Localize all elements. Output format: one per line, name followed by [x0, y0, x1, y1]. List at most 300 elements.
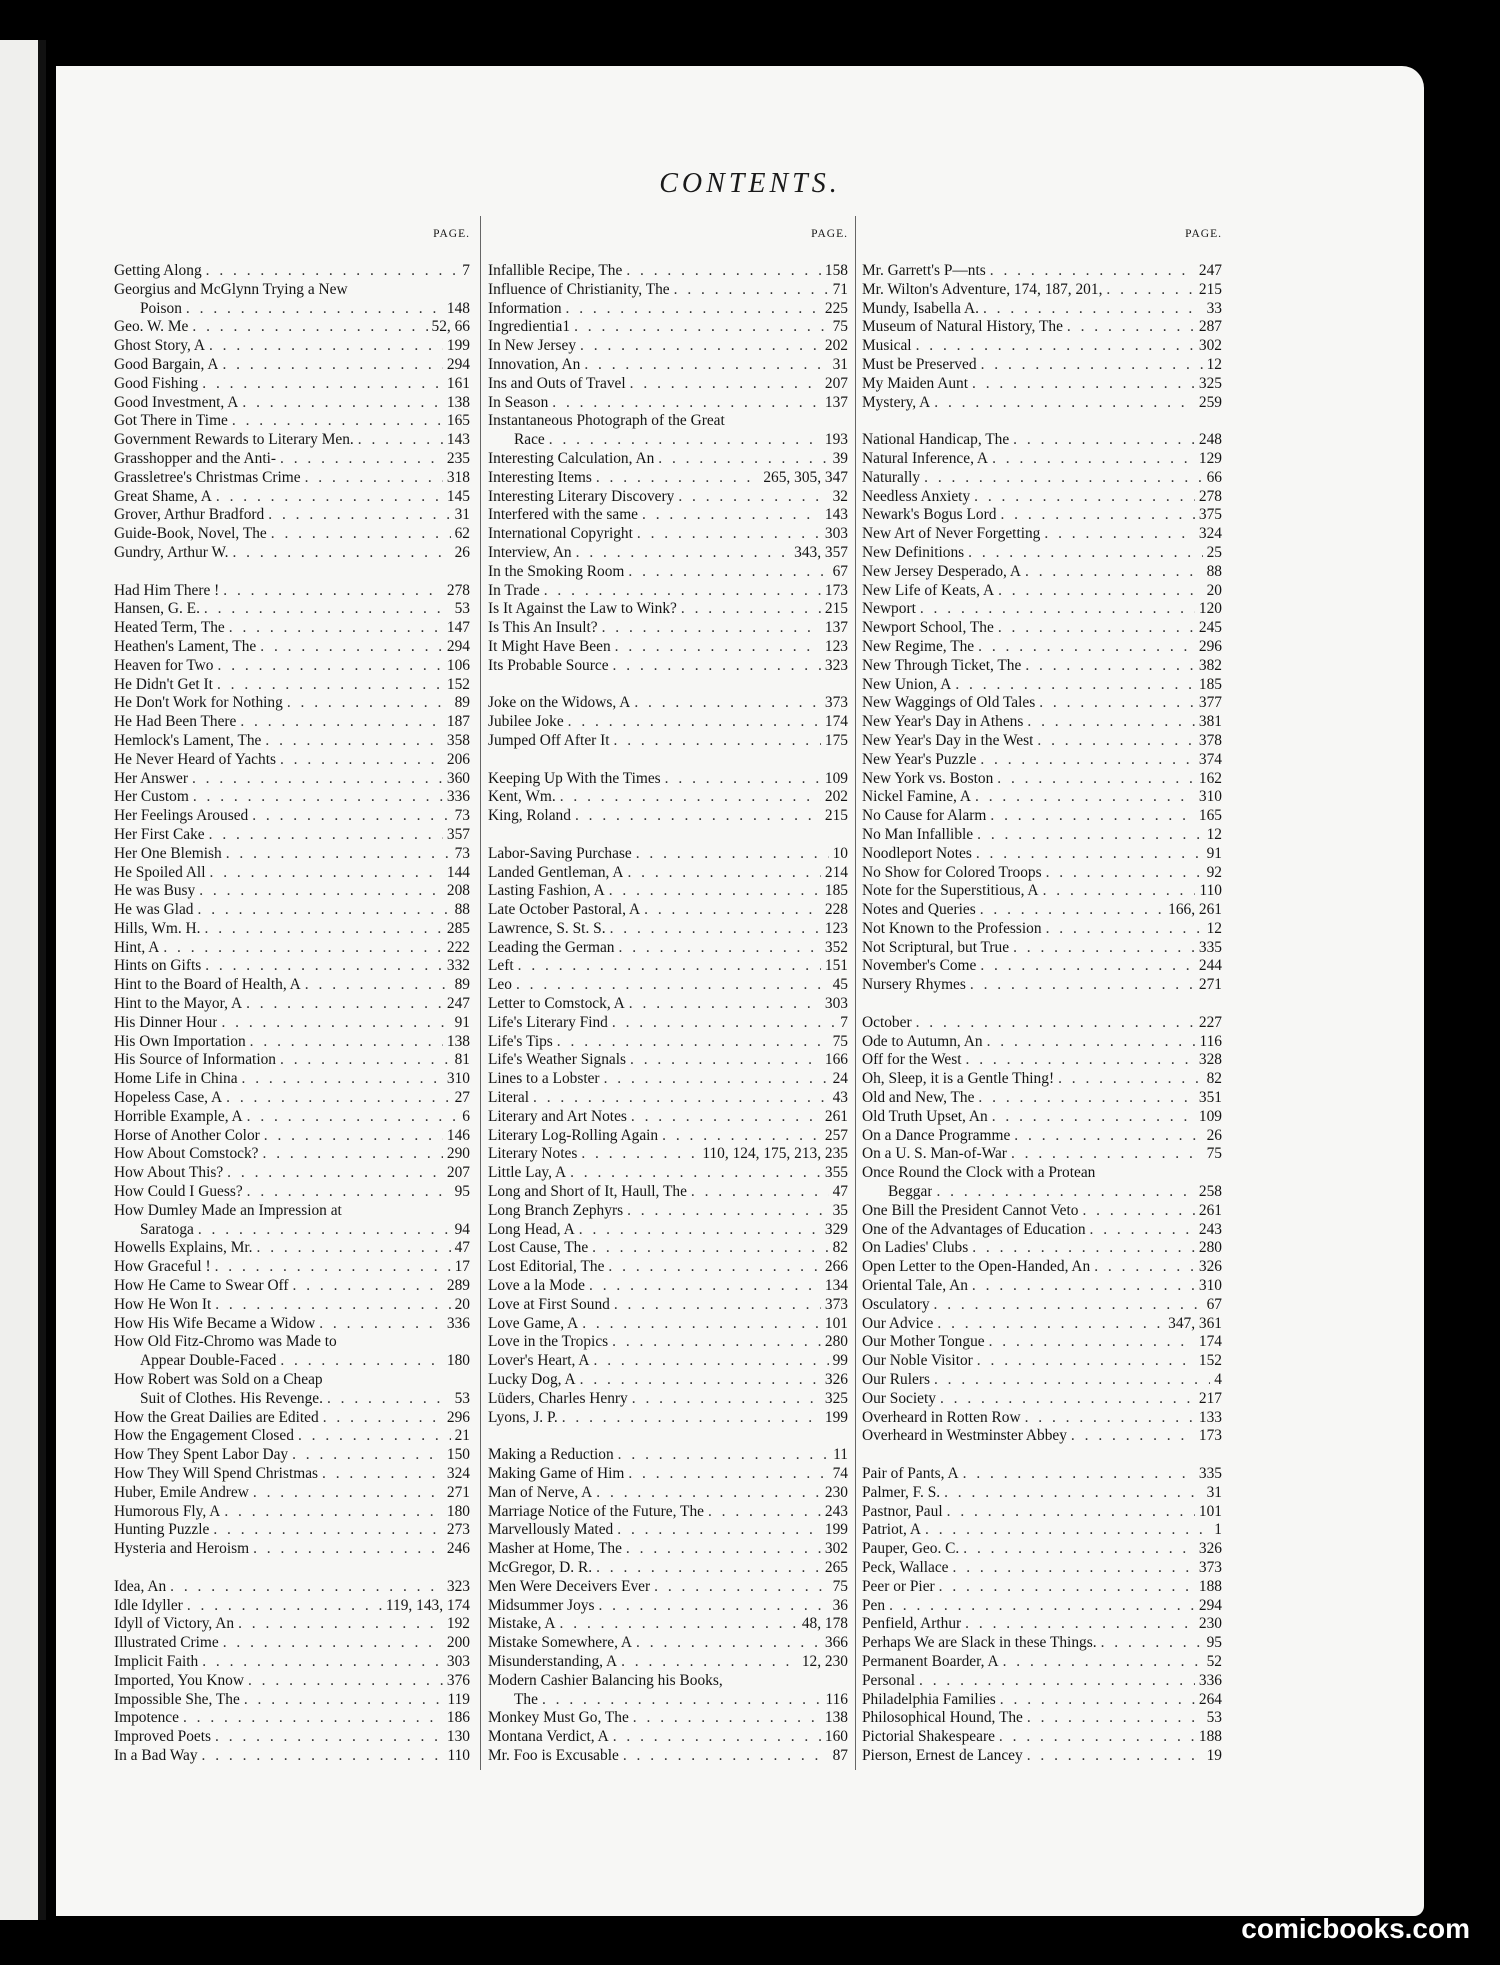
entry-title: Got There in Time: [114, 412, 228, 430]
contents-entry: [862, 1239, 1222, 1258]
entry-page-number: 192: [446, 1615, 470, 1633]
contents-entry: [862, 1521, 1222, 1540]
dot-leader: [627, 1202, 829, 1221]
dot-leader: [990, 807, 1195, 826]
entry-title: Nursery Rhymes: [862, 976, 966, 994]
dot-leader: [575, 807, 821, 826]
dot-leader: [242, 394, 443, 413]
entry-page-number: 326: [1198, 1540, 1222, 1558]
entry-page-number: 310: [1198, 788, 1222, 806]
dot-leader: [246, 995, 443, 1014]
entry-title: Note for the Superstitious, A: [862, 882, 1039, 900]
entry-page-number: 243: [1198, 1220, 1222, 1238]
entry-page-number: 74: [832, 1465, 848, 1482]
contents-entry: [488, 995, 848, 1014]
entry-page-number: 26: [1206, 1126, 1222, 1144]
dot-leader: [244, 1691, 444, 1710]
contents-entry: [114, 1202, 470, 1221]
dot-leader: [614, 732, 821, 751]
entry-page-number: 207: [824, 374, 848, 392]
dot-leader: [980, 901, 1164, 920]
entry-title: Newport: [862, 600, 916, 618]
contents-entry: [862, 281, 1222, 300]
entry-page-number: 214: [824, 863, 848, 881]
entry-page-number: 199: [824, 1521, 848, 1539]
contents-entry: [862, 1221, 1222, 1240]
contents-entry: [114, 1258, 470, 1277]
entry-page-number: 48, 178: [801, 1615, 848, 1633]
contents-entry: [488, 1615, 848, 1634]
contents-entry: [488, 1728, 848, 1747]
dot-leader: [972, 1277, 1195, 1296]
entry-title: Letter to Comstock, A: [488, 995, 625, 1013]
entry-title: Must be Preserved: [862, 355, 977, 373]
contents-entry: [488, 619, 848, 638]
contents-entry: [114, 1672, 470, 1691]
entry-page-number: 45: [832, 976, 848, 994]
dot-leader: [204, 600, 451, 619]
entry-title: Good Investment, A: [114, 393, 239, 411]
contents-entry: [488, 1352, 848, 1371]
entry-title: Left: [488, 957, 514, 975]
entry-page-number: 73: [454, 844, 470, 862]
contents-entry: [488, 506, 848, 525]
contents-entry: [488, 1503, 848, 1522]
entry-page-number: 296: [1198, 637, 1222, 655]
entry-title: Lawrence, S. St. S.: [488, 919, 606, 937]
contents-entry: [862, 488, 1222, 507]
entry-title: Gundry, Arthur W.: [114, 543, 229, 561]
entry-title: In a Bad Way: [114, 1746, 198, 1764]
entry-title: Hint to the Mayor, A: [114, 995, 243, 1013]
entry-page-number: 109: [1198, 1107, 1222, 1125]
contents-entry: [862, 1371, 1222, 1390]
entry-page-number: 52: [1206, 1652, 1222, 1670]
entry-page-number: 53: [454, 600, 470, 618]
entry-title: His Own Importation: [114, 1032, 246, 1050]
dot-leader: [238, 1615, 443, 1634]
entry-title: In New Jersey: [488, 337, 577, 355]
dot-leader: [552, 394, 821, 413]
entry-page-number: 71: [832, 280, 848, 298]
entry-page-number: 166, 261: [1168, 901, 1222, 919]
entry-page-number: 101: [1198, 1502, 1222, 1520]
entry-title: Musical: [862, 337, 912, 355]
entry-page-number: 35: [832, 1201, 848, 1219]
entry-page-number: 200: [446, 1634, 470, 1652]
contents-entry: [488, 1691, 848, 1710]
entry-page-number: 289: [446, 1277, 470, 1295]
contents-entry: [488, 1747, 848, 1766]
contents-entry: [862, 1164, 1222, 1183]
contents-entry: [488, 356, 848, 375]
entry-title: Ghost Story, A: [114, 337, 205, 355]
dot-leader: [634, 694, 821, 713]
entry-page-number: 187: [446, 713, 470, 731]
entry-page-number: 162: [1198, 769, 1222, 787]
contents-entry: [114, 469, 470, 488]
contents-entry: [488, 469, 848, 488]
entry-title: Appear Double-Faced: [140, 1352, 277, 1370]
dot-leader: [224, 1503, 443, 1522]
entry-title: Love Game, A: [488, 1314, 579, 1332]
contents-entry: [488, 281, 848, 300]
entry-title: New Year's Puzzle: [862, 750, 977, 768]
dot-leader: [247, 1183, 451, 1202]
dot-leader: [990, 262, 1195, 281]
dot-leader: [613, 657, 821, 676]
contents-entry: [488, 1127, 848, 1146]
entry-page-number: 173: [824, 581, 848, 599]
entry-title: Race: [514, 431, 545, 449]
dot-leader: [222, 356, 442, 375]
entry-title: New Art of Never Forgetting: [862, 525, 1041, 543]
contents-entry: [862, 544, 1222, 563]
dot-leader: [678, 488, 828, 507]
contents-entry: [114, 920, 470, 939]
contents-entry: [114, 788, 470, 807]
entry-page-number: 146: [446, 1126, 470, 1144]
contents-entry: [862, 431, 1222, 450]
entry-title: Georgius and McGlynn Trying a New: [114, 280, 348, 298]
dot-leader: [271, 525, 451, 544]
entry-title: His Source of Information: [114, 1051, 276, 1069]
dot-leader: [596, 1484, 821, 1503]
dot-leader: [240, 713, 443, 732]
entry-page-number: 116: [825, 1690, 848, 1708]
dot-leader: [631, 1108, 821, 1127]
dot-leader: [198, 1221, 451, 1240]
entry-title: Pauper, Geo. C.: [862, 1540, 960, 1558]
contents-entry: [114, 1089, 470, 1108]
entry-page-number: 152: [1198, 1352, 1222, 1370]
entry-title: Midsummer Joys: [488, 1596, 595, 1614]
dot-leader: [1000, 1691, 1195, 1710]
contents-entry: [488, 957, 848, 976]
entry-title: Mr. Wilton's Adventure, 174, 187, 201,: [862, 280, 1103, 298]
contents-entry: [488, 1540, 848, 1559]
dot-leader: [226, 845, 451, 864]
entry-title: How the Great Dailies are Edited: [114, 1408, 319, 1426]
dot-leader: [889, 1597, 1195, 1616]
entry-page-number: 82: [1206, 1070, 1222, 1088]
entry-title: Is This An Insult?: [488, 619, 598, 637]
entry-page-number: 173: [1198, 1427, 1222, 1445]
entry-title: Monkey Must Go, The: [488, 1709, 629, 1727]
entry-page-number: 222: [446, 938, 470, 956]
contents-entry: [862, 1108, 1222, 1127]
entry-page-number: 75: [832, 1032, 848, 1050]
section-gap: [862, 1446, 1222, 1465]
dot-leader: [674, 281, 829, 300]
contents-entry: [862, 751, 1222, 770]
contents-entry: [862, 807, 1222, 826]
contents-entry: [488, 262, 848, 281]
entry-title: Impossible She, The: [114, 1690, 240, 1708]
entry-page-number: 335: [1198, 938, 1222, 956]
entry-page-number: 31: [1206, 1483, 1222, 1501]
entry-title: How He Came to Swear Off: [114, 1277, 289, 1295]
dot-leader: [215, 1728, 443, 1747]
entry-page-number: 280: [824, 1333, 848, 1351]
entry-title: Her Feelings Aroused: [114, 807, 249, 825]
contents-entry: [862, 1728, 1222, 1747]
entry-title: The: [514, 1690, 538, 1708]
contents-entry: [862, 1503, 1222, 1522]
entry-title: Heated Term, The: [114, 619, 225, 637]
section-gap: [488, 676, 848, 695]
entry-title: Literal: [488, 1089, 530, 1107]
dot-leader: [925, 1521, 1210, 1540]
dot-leader: [1027, 713, 1195, 732]
entry-page-number: 175: [824, 731, 848, 749]
entry-page-number: 202: [824, 337, 848, 355]
dot-leader: [202, 1747, 444, 1766]
entry-list: [114, 262, 470, 1766]
entry-title: Pen: [862, 1596, 886, 1614]
entry-title: Influence of Christianity, The: [488, 280, 670, 298]
contents-entry: [114, 1108, 470, 1127]
contents-column-1: [114, 228, 470, 1766]
contents-entry: [114, 1484, 470, 1503]
dot-leader: [579, 1221, 821, 1240]
entry-title: Hunting Puzzle: [114, 1521, 210, 1539]
contents-entry: [862, 788, 1222, 807]
dot-leader: [280, 450, 443, 469]
entry-title: Not Known to the Profession: [862, 919, 1042, 937]
entry-title: Grover, Arthur Bradford: [114, 506, 265, 524]
entry-page-number: 75: [1206, 1145, 1222, 1163]
dot-leader: [654, 1578, 828, 1597]
contents-entry: [862, 469, 1222, 488]
entry-page-number: 25: [1206, 543, 1222, 561]
entry-title: Kent, Wm.: [488, 788, 556, 806]
entry-title: Beggar: [888, 1183, 933, 1201]
contents-entry: [862, 864, 1222, 883]
entry-title: How About Comstock?: [114, 1145, 259, 1163]
dot-leader: [1025, 563, 1203, 582]
entry-page-number: 36: [832, 1596, 848, 1614]
contents-entry: [488, 845, 848, 864]
entry-page-number: 1: [1214, 1521, 1222, 1539]
dot-leader: [920, 600, 1195, 619]
entry-title: Pair of Pants, A: [862, 1465, 959, 1482]
entry-title: New York vs. Boston: [862, 769, 994, 787]
entry-page-number: 138: [824, 1709, 848, 1727]
entry-page-number: 325: [1198, 374, 1222, 392]
entry-page-number: 374: [1198, 750, 1222, 768]
entry-title: Long Branch Zephyrs: [488, 1201, 624, 1219]
contents-entry: [488, 1258, 848, 1277]
dot-leader: [628, 563, 828, 582]
dot-leader: [518, 957, 821, 976]
contents-entry: [114, 826, 470, 845]
page-title: CONTENTS.: [659, 168, 841, 199]
entry-title: Little Lay, A: [488, 1164, 567, 1182]
entry-title: How Robert was Sold on a Cheap: [114, 1371, 323, 1389]
contents-entry: [114, 1427, 470, 1446]
entry-title: Her Answer: [114, 769, 188, 787]
dot-leader: [934, 394, 1195, 413]
contents-entry: [114, 337, 470, 356]
dot-leader: [963, 1540, 1195, 1559]
dot-leader: [199, 882, 443, 901]
dot-leader: [1058, 1070, 1203, 1089]
dot-leader: [1013, 431, 1195, 450]
entry-page-number: 215: [824, 807, 848, 825]
dot-leader: [1044, 525, 1195, 544]
contents-entry: [862, 1615, 1222, 1634]
contents-entry: [862, 1333, 1222, 1352]
entry-title: Marriage Notice of the Future, The: [488, 1502, 704, 1520]
contents-entry: [488, 394, 848, 413]
entry-title: New Life of Keats, A: [862, 581, 995, 599]
dot-leader: [981, 356, 1203, 375]
entry-title: Horrible Example, A: [114, 1107, 243, 1125]
section-gap: [862, 412, 1222, 431]
contents-entry: [862, 394, 1222, 413]
entry-page-number: 294: [1198, 1596, 1222, 1614]
entry-title: Instantaneous Photograph of the Great: [488, 412, 725, 430]
contents-entry: [862, 300, 1222, 319]
contents-entry: [862, 525, 1222, 544]
dot-leader: [227, 1164, 443, 1183]
entry-page-number: 310: [1198, 1277, 1222, 1295]
entry-page-number: 138: [446, 1032, 470, 1050]
entry-page-number: 160: [824, 1728, 848, 1746]
contents-column-3: [862, 228, 1222, 1766]
entry-page-number: 43: [832, 1089, 848, 1107]
entry-title: Hint, A: [114, 938, 160, 956]
section-gap: [114, 563, 470, 582]
dot-leader: [549, 431, 821, 450]
entry-title: New Definitions: [862, 543, 965, 561]
entry-title: Idle Idyller: [114, 1596, 183, 1614]
contents-entry: [488, 1333, 848, 1352]
dot-leader: [708, 1503, 821, 1522]
entry-page-number: 248: [1198, 431, 1222, 449]
contents-entry: [114, 1409, 470, 1428]
entry-page-number: 207: [446, 1164, 470, 1182]
contents-entry: [114, 957, 470, 976]
contents-entry: [114, 694, 470, 713]
entry-page-number: 215: [824, 600, 848, 618]
entry-page-number: 119, 143, 174: [385, 1596, 470, 1614]
contents-entry: [114, 1239, 470, 1258]
entry-page-number: 47: [454, 1239, 470, 1257]
dot-leader: [630, 1051, 821, 1070]
entry-title: Palmer, F. S.: [862, 1483, 941, 1501]
entry-page-number: 244: [1198, 957, 1222, 975]
dot-leader: [202, 375, 443, 394]
entry-title: Life's Literary Find: [488, 1013, 608, 1031]
entry-title: Joke on the Widows, A: [488, 694, 631, 712]
dot-leader: [691, 1183, 829, 1202]
entry-page-number: 215: [1198, 280, 1222, 298]
entry-title: How the Engagement Closed: [114, 1427, 294, 1445]
entry-title: How He Won It: [114, 1295, 212, 1313]
entry-title: Keeping Up With the Times: [488, 769, 661, 787]
entry-page-number: 303: [824, 995, 848, 1013]
dot-leader: [1025, 1409, 1195, 1428]
contents-entry: [114, 281, 470, 300]
dot-leader: [582, 1315, 821, 1334]
entry-page-number: 278: [1198, 487, 1222, 505]
section-gap: [862, 995, 1222, 1014]
dot-leader: [613, 1728, 821, 1747]
dot-leader: [977, 826, 1202, 845]
entry-page-number: 10: [832, 844, 848, 862]
contents-entry: [862, 582, 1222, 601]
dot-leader: [632, 1390, 821, 1409]
dot-leader: [268, 506, 450, 525]
contents-entry: [114, 1709, 470, 1728]
dot-leader: [592, 1239, 828, 1258]
entry-title: Hemlock's Lament, The: [114, 731, 262, 749]
entry-title: How About This?: [114, 1164, 224, 1182]
dot-leader: [570, 1164, 821, 1183]
entry-page-number: 137: [824, 619, 848, 637]
dot-leader: [636, 845, 829, 864]
entry-page-number: 52, 66: [431, 318, 470, 336]
contents-entry: [488, 525, 848, 544]
entry-title: National Handicap, The: [862, 431, 1010, 449]
entry-title: Innovation, An: [488, 355, 581, 373]
entry-page-number: 336: [446, 1314, 470, 1332]
entry-page-number: 230: [1198, 1615, 1222, 1633]
dot-leader: [560, 1615, 798, 1634]
entry-page-number: 294: [446, 637, 470, 655]
contents-entry: [114, 864, 470, 883]
entry-title: Literary Notes: [488, 1145, 578, 1163]
entry-page-number: 373: [824, 1295, 848, 1313]
entry-title: It Might Have Been: [488, 637, 611, 655]
entry-page-number: 261: [824, 1107, 848, 1125]
entry-title: Late October Pastoral, A: [488, 901, 641, 919]
contents-entry: [488, 600, 848, 619]
dot-leader: [257, 1239, 451, 1258]
contents-entry: [488, 1145, 848, 1164]
entry-title: November's Come: [862, 957, 977, 975]
contents-entry: [862, 563, 1222, 582]
contents-entry: [862, 1183, 1222, 1202]
entry-page-number: 264: [1198, 1690, 1222, 1708]
dot-leader: [953, 1559, 1195, 1578]
entry-page-number: 106: [446, 656, 470, 674]
contents-entry: [114, 1183, 470, 1202]
entry-title: Patriot, A: [862, 1521, 921, 1539]
contents-entry: [114, 1033, 470, 1052]
dot-leader: [263, 1145, 443, 1164]
contents-entry: [114, 375, 470, 394]
entry-page-number: 151: [824, 957, 848, 975]
contents-entry: [114, 412, 470, 431]
entry-page-number: 130: [446, 1728, 470, 1746]
entry-page-number: 92: [1206, 863, 1222, 881]
entry-title: Suit of Clothes. His Revenge.: [140, 1389, 323, 1407]
entry-page-number: 324: [1198, 525, 1222, 543]
contents-entry: [114, 262, 470, 281]
dot-leader: [604, 1070, 829, 1089]
entry-page-number: 32: [832, 487, 848, 505]
entry-title: His Dinner Hour: [114, 1013, 218, 1031]
entry-title: Infallible Recipe, The: [488, 262, 623, 279]
entry-title: Ingredientia1: [488, 318, 571, 336]
entry-page-number: 31: [832, 355, 848, 373]
contents-entry: [114, 845, 470, 864]
entry-page-number: 230: [824, 1483, 848, 1501]
entry-title: Home Life in China: [114, 1070, 238, 1088]
